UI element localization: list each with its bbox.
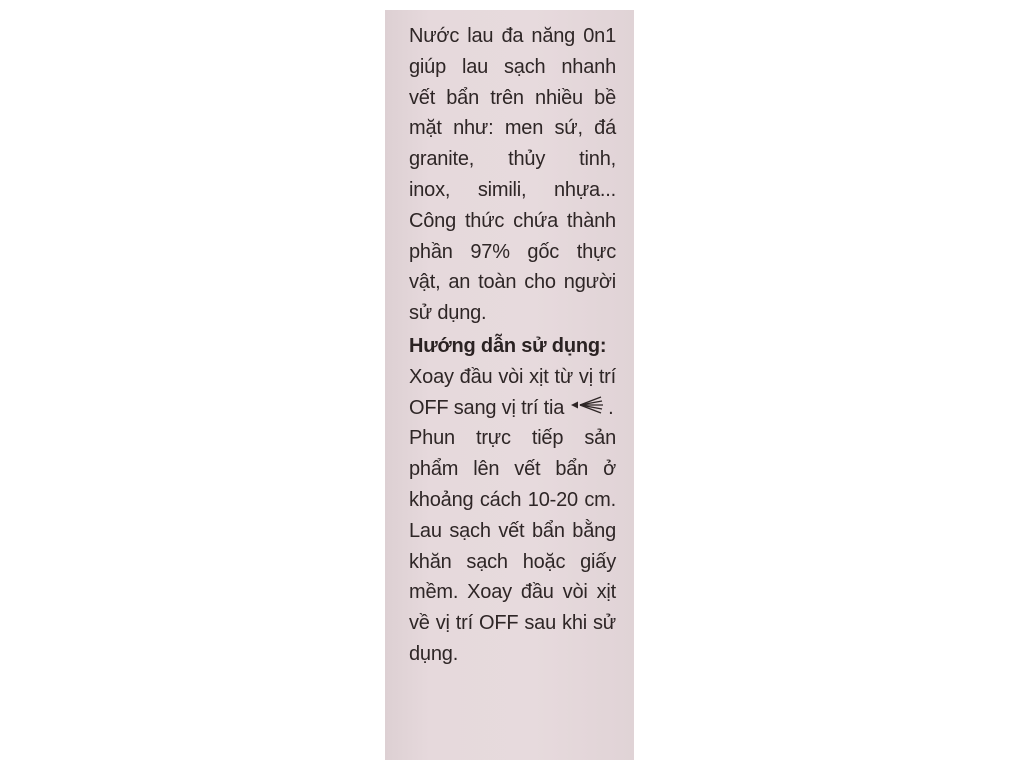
usage-line: về vị trí OFF sau khi sử (409, 612, 616, 635)
label-text (409, 21, 616, 670)
product-label-panel (385, 10, 634, 760)
usage-line: Xoay đầu vòi xịt từ vị trí (409, 365, 616, 388)
usage-line: khoảng cách 10-20 cm. (409, 488, 616, 511)
usage-line-with-icon (409, 393, 616, 424)
description-line: sử dụng. (409, 302, 487, 325)
usage-line: dụng. (409, 642, 459, 665)
description-line: Nước lau đa năng 0n1 (409, 25, 616, 47)
usage-line: Phun trực tiếp sản (409, 427, 616, 450)
description-line: vết bẩn trên nhiều bề (409, 86, 616, 109)
description-line: giúp lau sạch nhanh (409, 55, 616, 78)
description-line: inox, simili, nhựa... (409, 178, 616, 201)
spray-mode-icon (570, 393, 604, 424)
description-line: vật, an toàn cho người (409, 271, 616, 294)
usage-line-period: . (608, 396, 614, 419)
description-line: Công thức chứa thành (409, 209, 616, 232)
description-line: granite, thủy tinh, (409, 148, 616, 171)
description-line: mặt như: men sứ, đá (409, 117, 616, 140)
usage-heading: Hướng dẫn sử dụng: (409, 334, 607, 357)
usage-line: phẩm lên vết bẩn ở (409, 458, 616, 481)
usage-line: mềm. Xoay đầu vòi xịt (409, 581, 616, 604)
description-line: phần 97% gốc thực (409, 240, 616, 263)
usage-line-text: OFF sang vị trí tia (409, 396, 565, 419)
usage-line: khăn sạch hoặc giấy (409, 550, 616, 573)
usage-line: Lau sạch vết bẩn bằng (409, 519, 616, 542)
